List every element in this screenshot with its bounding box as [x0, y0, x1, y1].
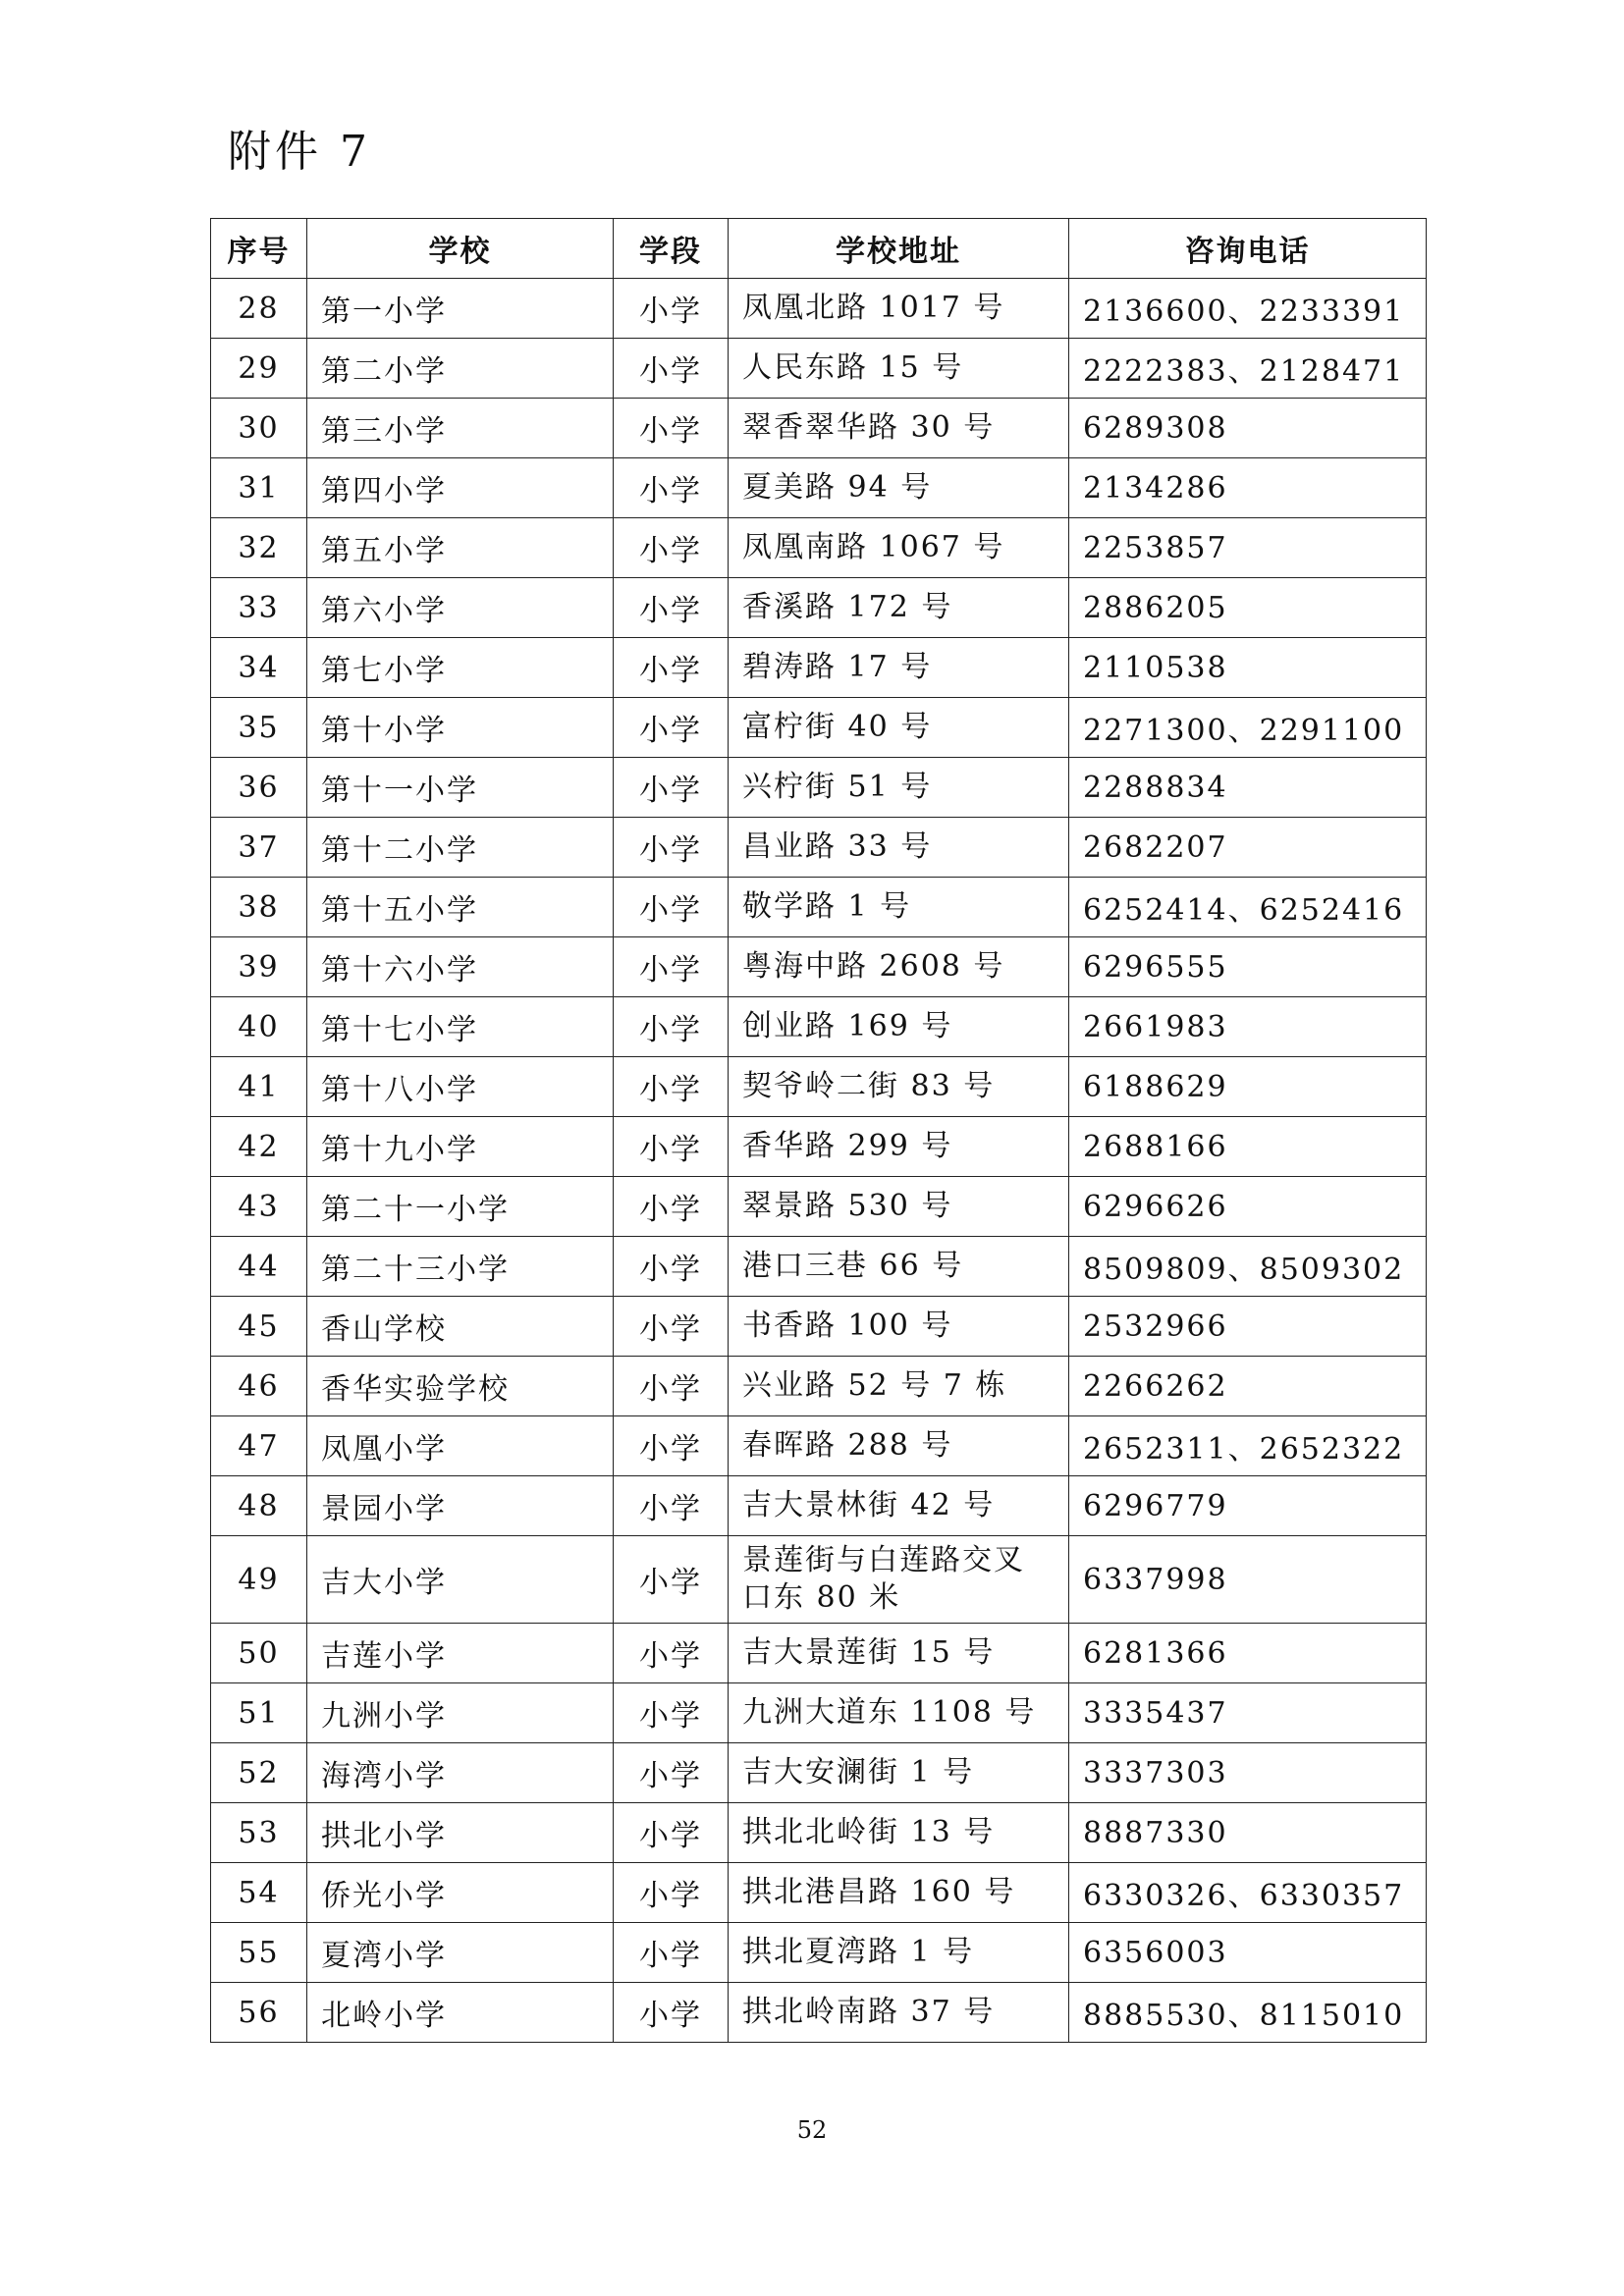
- cell-stage: 小学: [614, 937, 729, 997]
- cell-stage: 小学: [614, 1624, 729, 1683]
- cell-school: 第一小学: [307, 279, 614, 339]
- cell-school: 第七小学: [307, 638, 614, 698]
- cell-stage: 小学: [614, 758, 729, 818]
- table-row: [211, 279, 1427, 339]
- cell-school: 第十八小学: [307, 1057, 614, 1117]
- cell-phone: 6296779: [1069, 1476, 1427, 1536]
- cell-number: 31: [211, 458, 307, 518]
- table-row: [211, 1416, 1427, 1476]
- cell-phone: 6281366: [1069, 1624, 1427, 1683]
- cell-address: 春晖路 288 号: [729, 1416, 1069, 1476]
- cell-phone: 2266262: [1069, 1357, 1427, 1416]
- cell-phone: 6296555: [1069, 937, 1427, 997]
- cell-number: 52: [211, 1743, 307, 1803]
- cell-address: 拱北夏湾路 1 号: [729, 1923, 1069, 1983]
- cell-stage: 小学: [614, 997, 729, 1057]
- attachment-title: 附件 7: [228, 127, 371, 177]
- table-row: [211, 1803, 1427, 1863]
- cell-address: 兴柠街 51 号: [729, 758, 1069, 818]
- cell-stage: 小学: [614, 638, 729, 698]
- cell-number: 51: [211, 1683, 307, 1743]
- table-row: [211, 698, 1427, 758]
- table-row: [211, 1117, 1427, 1177]
- cell-address: 粤海中路 2608 号: [729, 937, 1069, 997]
- cell-number: 48: [211, 1476, 307, 1536]
- cell-stage: 小学: [614, 1297, 729, 1357]
- cell-stage: 小学: [614, 1803, 729, 1863]
- cell-school: 第六小学: [307, 578, 614, 638]
- cell-school: 第二小学: [307, 339, 614, 399]
- header-stage: 学段: [614, 219, 729, 279]
- table-row: [211, 818, 1427, 878]
- cell-number: 34: [211, 638, 307, 698]
- cell-address: 香华路 299 号: [729, 1117, 1069, 1177]
- cell-address: 夏美路 94 号: [729, 458, 1069, 518]
- cell-number: 49: [211, 1536, 307, 1624]
- cell-phone: 6356003: [1069, 1923, 1427, 1983]
- cell-number: 47: [211, 1416, 307, 1476]
- cell-phone: 2532966: [1069, 1297, 1427, 1357]
- cell-stage: 小学: [614, 1983, 729, 2043]
- table-row: [211, 937, 1427, 997]
- cell-phone: 6188629: [1069, 1057, 1427, 1117]
- cell-address: 碧涛路 17 号: [729, 638, 1069, 698]
- cell-phone: 8887330: [1069, 1803, 1427, 1863]
- cell-phone: 8509809、8509302: [1069, 1237, 1427, 1297]
- cell-address: 创业路 169 号: [729, 997, 1069, 1057]
- cell-stage: 小学: [614, 1117, 729, 1177]
- cell-number: 42: [211, 1117, 307, 1177]
- cell-phone: 6330326、6330357: [1069, 1863, 1427, 1923]
- cell-stage: 小学: [614, 1057, 729, 1117]
- table-row: [211, 1237, 1427, 1297]
- cell-address: 吉大景莲街 15 号: [729, 1624, 1069, 1683]
- cell-address: 翠香翠华路 30 号: [729, 399, 1069, 458]
- cell-number: 56: [211, 1983, 307, 2043]
- cell-stage: 小学: [614, 1416, 729, 1476]
- cell-stage: 小学: [614, 339, 729, 399]
- table-row: [211, 1057, 1427, 1117]
- cell-address: 拱北岭南路 37 号: [729, 1983, 1069, 2043]
- cell-address: 景莲街与白莲路交叉口东 80 米: [729, 1536, 1069, 1624]
- header-phone: 咨询电话: [1069, 219, 1427, 279]
- table-row: [211, 1476, 1427, 1536]
- header-number: 序号: [211, 219, 307, 279]
- cell-stage: 小学: [614, 279, 729, 339]
- cell-address: 拱北港昌路 160 号: [729, 1863, 1069, 1923]
- cell-phone: 2110538: [1069, 638, 1427, 698]
- cell-number: 39: [211, 937, 307, 997]
- table-row: [211, 1863, 1427, 1923]
- cell-address: 昌业路 33 号: [729, 818, 1069, 878]
- cell-phone: 6289308: [1069, 399, 1427, 458]
- cell-stage: 小学: [614, 1357, 729, 1416]
- cell-phone: 6337998: [1069, 1536, 1427, 1624]
- cell-stage: 小学: [614, 1177, 729, 1237]
- table-row: [211, 638, 1427, 698]
- cell-school: 凤凰小学: [307, 1416, 614, 1476]
- cell-address: 拱北北岭街 13 号: [729, 1803, 1069, 1863]
- cell-phone: 2253857: [1069, 518, 1427, 578]
- cell-school: 第十六小学: [307, 937, 614, 997]
- cell-phone: 3337303: [1069, 1743, 1427, 1803]
- school-table: [210, 218, 1427, 2043]
- cell-phone: 6296626: [1069, 1177, 1427, 1237]
- table-row: [211, 1297, 1427, 1357]
- cell-address: 契爷岭二街 83 号: [729, 1057, 1069, 1117]
- cell-stage: 小学: [614, 1237, 729, 1297]
- table-row: [211, 758, 1427, 818]
- cell-number: 53: [211, 1803, 307, 1863]
- cell-school: 第十一小学: [307, 758, 614, 818]
- table-row: [211, 458, 1427, 518]
- cell-stage: 小学: [614, 1743, 729, 1803]
- cell-school: 景园小学: [307, 1476, 614, 1536]
- cell-school: 香山学校: [307, 1297, 614, 1357]
- cell-phone: 2661983: [1069, 997, 1427, 1057]
- cell-school: 吉莲小学: [307, 1624, 614, 1683]
- cell-address: 九洲大道东 1108 号: [729, 1683, 1069, 1743]
- cell-address: 敬学路 1 号: [729, 878, 1069, 937]
- cell-phone: 2271300、2291100: [1069, 698, 1427, 758]
- cell-school: 第二十一小学: [307, 1177, 614, 1237]
- cell-number: 28: [211, 279, 307, 339]
- table-row: [211, 1683, 1427, 1743]
- cell-address: 人民东路 15 号: [729, 339, 1069, 399]
- cell-school: 九洲小学: [307, 1683, 614, 1743]
- cell-stage: 小学: [614, 518, 729, 578]
- table-row: [211, 1624, 1427, 1683]
- cell-stage: 小学: [614, 878, 729, 937]
- cell-number: 30: [211, 399, 307, 458]
- table-header-row: [211, 219, 1427, 279]
- table-row: [211, 399, 1427, 458]
- cell-number: 55: [211, 1923, 307, 1983]
- cell-school: 第十二小学: [307, 818, 614, 878]
- cell-number: 32: [211, 518, 307, 578]
- cell-school: 吉大小学: [307, 1536, 614, 1624]
- cell-stage: 小学: [614, 1683, 729, 1743]
- cell-phone: 2652311、2652322: [1069, 1416, 1427, 1476]
- cell-school: 第二十三小学: [307, 1237, 614, 1297]
- table-row: [211, 1357, 1427, 1416]
- cell-school: 北岭小学: [307, 1983, 614, 2043]
- cell-school: 第十九小学: [307, 1117, 614, 1177]
- cell-school: 侨光小学: [307, 1863, 614, 1923]
- page-number: 52: [796, 2116, 828, 2144]
- cell-stage: 小学: [614, 1863, 729, 1923]
- cell-stage: 小学: [614, 1476, 729, 1536]
- cell-number: 46: [211, 1357, 307, 1416]
- cell-address: 富柠街 40 号: [729, 698, 1069, 758]
- cell-stage: 小学: [614, 399, 729, 458]
- cell-number: 54: [211, 1863, 307, 1923]
- cell-number: 45: [211, 1297, 307, 1357]
- cell-number: 38: [211, 878, 307, 937]
- table-body: [211, 279, 1427, 2043]
- table-row: [211, 878, 1427, 937]
- cell-school: 第十五小学: [307, 878, 614, 937]
- cell-phone: 2222383、2128471: [1069, 339, 1427, 399]
- cell-stage: 小学: [614, 458, 729, 518]
- cell-number: 36: [211, 758, 307, 818]
- cell-number: 29: [211, 339, 307, 399]
- table-row: [211, 518, 1427, 578]
- table-row: [211, 578, 1427, 638]
- cell-address: 凤凰南路 1067 号: [729, 518, 1069, 578]
- cell-phone: 2682207: [1069, 818, 1427, 878]
- cell-phone: 2136600、2233391: [1069, 279, 1427, 339]
- cell-number: 50: [211, 1624, 307, 1683]
- cell-number: 35: [211, 698, 307, 758]
- cell-number: 43: [211, 1177, 307, 1237]
- cell-phone: 2886205: [1069, 578, 1427, 638]
- cell-address: 吉大安澜街 1 号: [729, 1743, 1069, 1803]
- cell-school: 夏湾小学: [307, 1923, 614, 1983]
- table-row: [211, 1536, 1427, 1624]
- cell-address: 兴业路 52 号 7 栋: [729, 1357, 1069, 1416]
- table-row: [211, 1923, 1427, 1983]
- cell-address: 吉大景林街 42 号: [729, 1476, 1069, 1536]
- cell-school: 香华实验学校: [307, 1357, 614, 1416]
- table-row: [211, 1983, 1427, 2043]
- cell-address: 翠景路 530 号: [729, 1177, 1069, 1237]
- cell-address: 书香路 100 号: [729, 1297, 1069, 1357]
- cell-school: 拱北小学: [307, 1803, 614, 1863]
- cell-stage: 小学: [614, 818, 729, 878]
- cell-phone: 2134286: [1069, 458, 1427, 518]
- cell-school: 海湾小学: [307, 1743, 614, 1803]
- cell-number: 44: [211, 1237, 307, 1297]
- cell-phone: 2288834: [1069, 758, 1427, 818]
- table-row: [211, 1743, 1427, 1803]
- cell-school: 第十七小学: [307, 997, 614, 1057]
- cell-address: 凤凰北路 1017 号: [729, 279, 1069, 339]
- cell-stage: 小学: [614, 1923, 729, 1983]
- cell-phone: 6252414、6252416: [1069, 878, 1427, 937]
- table-row: [211, 339, 1427, 399]
- cell-school: 第三小学: [307, 399, 614, 458]
- cell-number: 40: [211, 997, 307, 1057]
- header-address: 学校地址: [729, 219, 1069, 279]
- cell-stage: 小学: [614, 1536, 729, 1624]
- cell-address: 香溪路 172 号: [729, 578, 1069, 638]
- cell-address: 港口三巷 66 号: [729, 1237, 1069, 1297]
- cell-stage: 小学: [614, 698, 729, 758]
- cell-school: 第四小学: [307, 458, 614, 518]
- cell-number: 41: [211, 1057, 307, 1117]
- cell-school: 第五小学: [307, 518, 614, 578]
- cell-stage: 小学: [614, 578, 729, 638]
- table-row: [211, 997, 1427, 1057]
- cell-number: 37: [211, 818, 307, 878]
- cell-number: 33: [211, 578, 307, 638]
- cell-school: 第十小学: [307, 698, 614, 758]
- cell-phone: 3335437: [1069, 1683, 1427, 1743]
- cell-phone: 8885530、8115010: [1069, 1983, 1427, 2043]
- header-school: 学校: [307, 219, 614, 279]
- table-row: [211, 1177, 1427, 1237]
- cell-phone: 2688166: [1069, 1117, 1427, 1177]
